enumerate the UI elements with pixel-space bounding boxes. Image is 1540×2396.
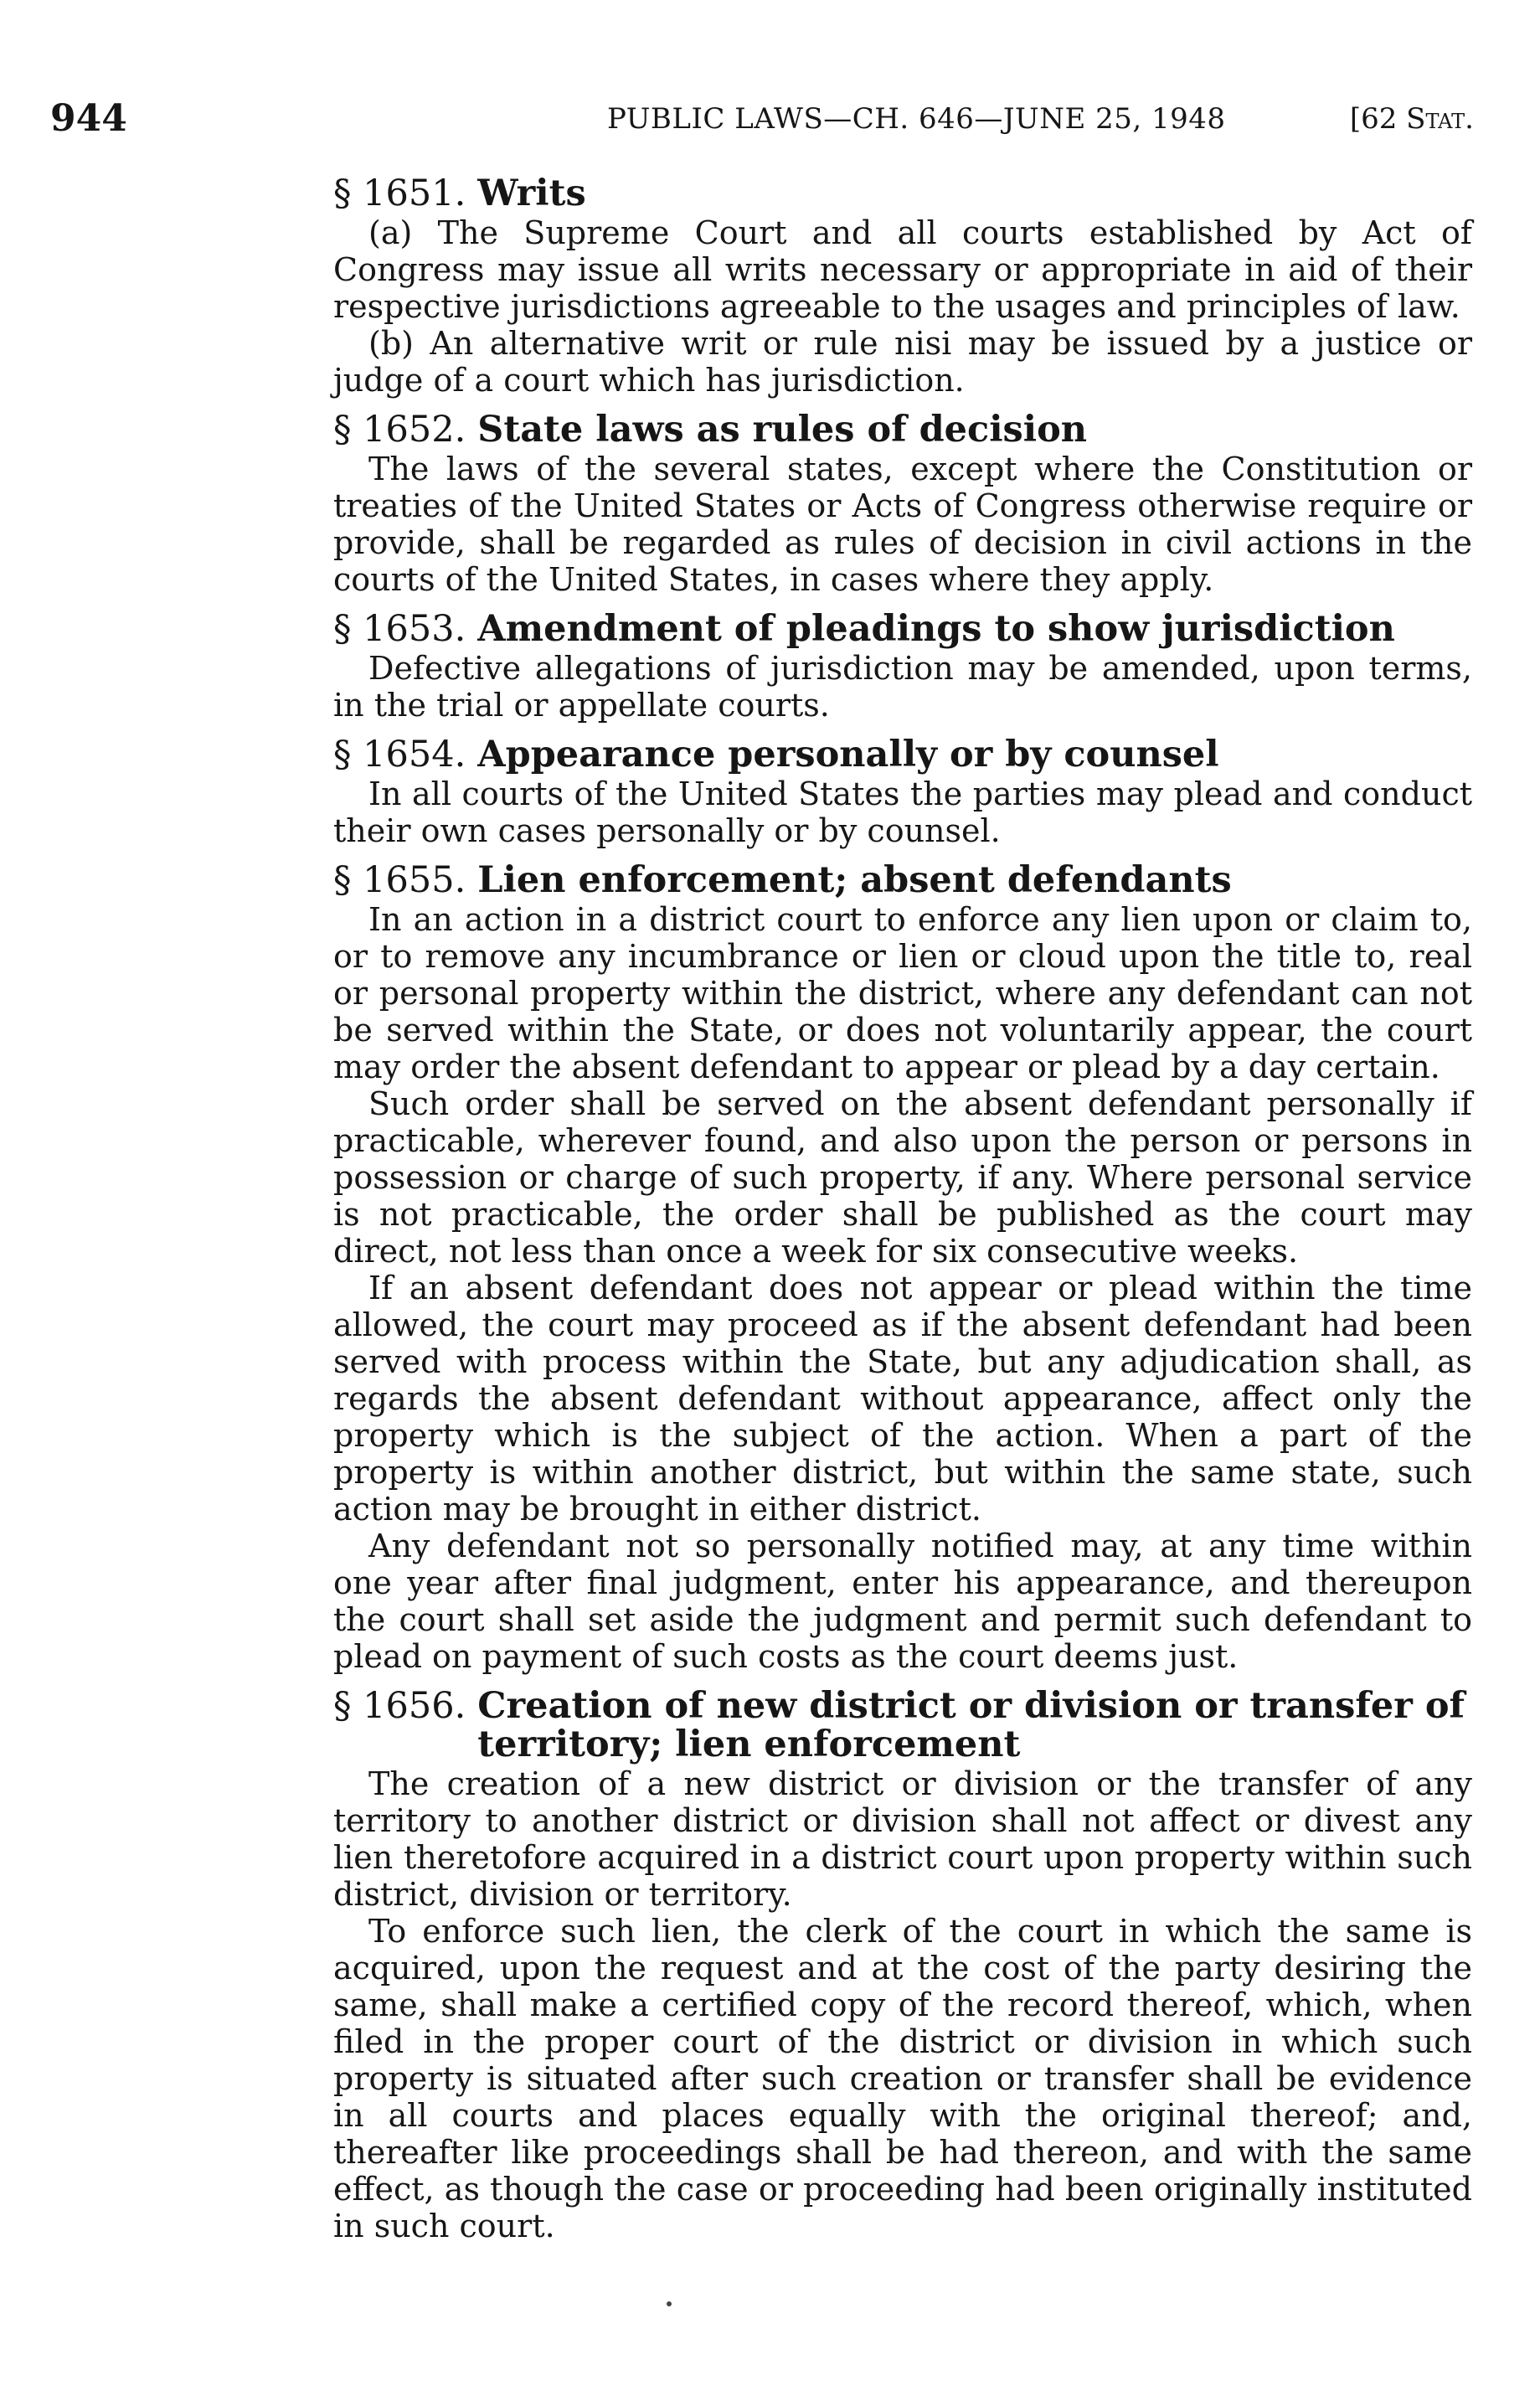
section-title: Lien enforcement; absent defendants <box>477 859 1232 901</box>
section-paragraph: (a) The Supreme Court and all courts established by Act of Congress may issue all writs necessary or appropriate in aid of their respective jurisdictions agreeable to the usages and principles of law. <box>333 214 1472 325</box>
page-number: 944 <box>50 97 127 140</box>
section-heading <box>333 1687 1472 1764</box>
section-paragraph: Any defendant not so personally notified may, at any time within one year after final judgment, enter his appearance, and thereupon the court shall set aside the judgment and permit such defendant to plead on payment of such costs as the court deems just. <box>333 1528 1472 1675</box>
section-1651 <box>333 174 1472 399</box>
section-1653 <box>333 610 1472 724</box>
section-title: State laws as rules of decision <box>477 409 1088 451</box>
page-body <box>333 174 1472 2244</box>
section-title: Writs <box>477 173 586 214</box>
section-1655 <box>333 861 1472 1675</box>
section-number: § 1653. <box>333 608 466 650</box>
section-number: § 1651. <box>333 173 466 214</box>
section-paragraph: Defective allegations of jurisdiction may be amended, upon terms, in the trial or appellate courts. <box>333 650 1472 724</box>
stray-ink-dot <box>667 2301 672 2306</box>
section-paragraph: If an absent defendant does not appear or plead within the time allowed, the court may proceed as if the absent defendant had been served with process within the State, but any adjudication shall, as regards the absent defendant without appearance, affect only the property which is the subject of the action. When a part of the property is within another district, but within the same state, such action may be brought in either district. <box>333 1270 1472 1528</box>
section-title: Appearance personally or by counsel <box>477 734 1219 775</box>
section-paragraph: The creation of a new district or division or the transfer of any territory to another district or division shall not affect or divest any lien theretofore acquired in a district court upon property within such district, division or territory. <box>333 1765 1472 1913</box>
section-paragraph: In all courts of the United States the parties may plead and conduct their own cases personally or by counsel. <box>333 775 1472 849</box>
section-number: § 1652. <box>333 409 466 451</box>
section-heading <box>333 610 1472 648</box>
section-paragraph: In an action in a district court to enforce any lien upon or claim to, or to remove any incumbrance or lien or cloud upon the title to, real or personal property within the district, where any defendant can not be served within the State, or does not voluntarily appear, the court may order the absent defendant to appear or plead by a day certain. <box>333 901 1472 1085</box>
section-paragraph: To enforce such lien, the clerk of the court in which the same is acquired, upon the request and at the cost of the party desiring the same, shall make a certified copy of the record thereof, which, when filed in the proper court of the district or division in which such property is situated after such creation or transfer shall be evidence in all courts and places equally with the original thereof; and, thereafter like proceedings shall be had thereon, and with the same effect, as though the case or proceeding had been originally instituted in such court. <box>333 1913 1472 2244</box>
running-head <box>50 94 1474 144</box>
section-1652 <box>333 410 1472 598</box>
section-number: § 1655. <box>333 859 466 901</box>
section-number: § 1656. <box>333 1685 466 1727</box>
section-number: § 1654. <box>333 734 466 775</box>
section-heading <box>333 410 1472 449</box>
section-paragraph: The laws of the several states, except where the Constitution or treaties of the United States or Acts of Congress otherwise require or provide, shall be regarded as rules of decision in civil actions in the courts of the United States, in cases where they apply. <box>333 451 1472 598</box>
section-heading <box>333 861 1472 899</box>
section-paragraph: Such order shall be served on the absent defendant personally if practicable, wherever found, and also upon the person or persons in possession or charge of such property, if any. Where personal service is not practicable, the order shall be published as the court may direct, not less than once a week for six consecutive weeks. <box>333 1085 1472 1270</box>
section-paragraph: (b) An alternative writ or rule nisi may be issued by a justice or judge of a court which has jurisdiction. <box>333 325 1472 399</box>
section-title: Amendment of pleadings to show jurisdiction <box>477 608 1395 650</box>
section-1654 <box>333 735 1472 849</box>
section-heading <box>333 735 1472 774</box>
running-head-title: PUBLIC LAWS—CH. 646—JUNE 25, 1948 <box>607 102 1226 136</box>
section-title: Creation of new district or division or transfer of territory; lien enforcement <box>477 1685 1465 1765</box>
statute-volume-reference: [62 Stat. <box>1349 102 1474 136</box>
section-heading <box>333 174 1472 213</box>
section-1656 <box>333 1687 1472 2244</box>
